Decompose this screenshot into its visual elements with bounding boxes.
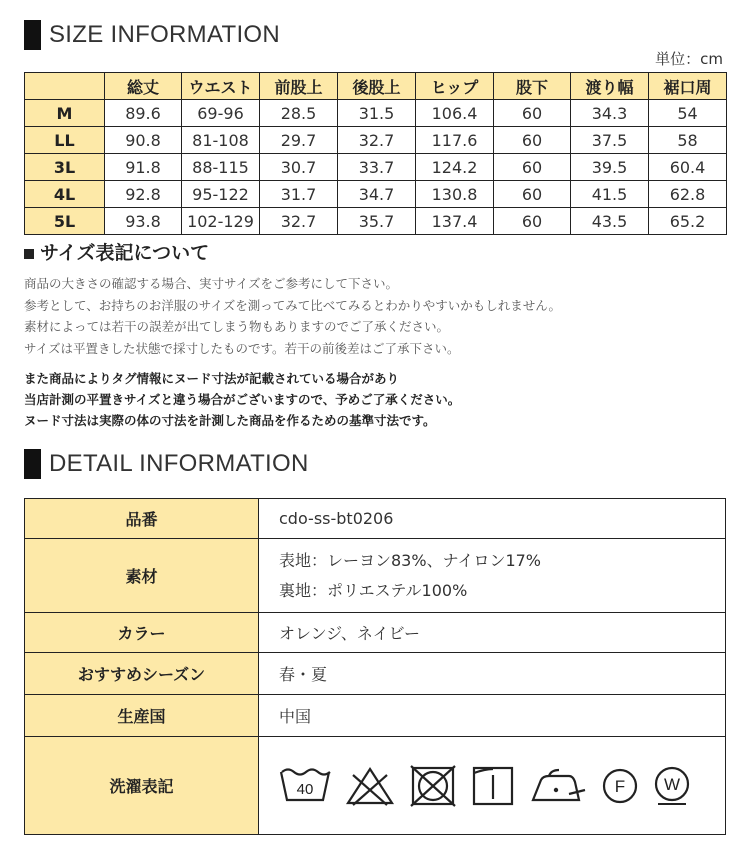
table-cell: 62.8 <box>649 181 727 208</box>
column-header: 総丈 <box>105 73 182 100</box>
detail-row-care <box>25 737 726 835</box>
dryclean-letter: F <box>614 776 626 796</box>
square-bullet-icon <box>24 249 34 259</box>
table-cell: 130.8 <box>416 181 494 208</box>
column-header: 渡り幅 <box>571 73 649 100</box>
table-cell: 106.4 <box>416 100 494 127</box>
table-cell: 92.8 <box>105 181 182 208</box>
nude-size-notes <box>24 368 460 431</box>
column-header: 前股上 <box>260 73 338 100</box>
detail-value: cdo-ss-bt0206 <box>259 499 726 539</box>
detail-value: オレンジ、ネイビー <box>259 613 726 653</box>
size-table <box>24 72 727 235</box>
table-cell: 33.7 <box>338 154 416 181</box>
table-cell: 89.6 <box>105 100 182 127</box>
wash-40-icon <box>279 766 331 806</box>
unit-label: 単位：cm <box>655 50 723 68</box>
table-cell: 88-115 <box>182 154 260 181</box>
dryclean-f-icon <box>601 767 639 805</box>
table-cell: 81-108 <box>182 127 260 154</box>
table-row <box>25 127 727 154</box>
table-cell: 60 <box>494 154 571 181</box>
bold-note-line: 当店計測の平置きサイズと違う場合がございますので、予めご了承ください。 <box>24 392 461 407</box>
note-line: サイズは平置きした状態で採寸したものです。若干の前後差はご了承下さい。 <box>24 340 460 356</box>
size-notes <box>24 273 561 359</box>
detail-row-color <box>25 613 726 653</box>
table-cell: 60 <box>494 181 571 208</box>
title-bar <box>24 449 41 479</box>
material-line: 裏地：ポリエステル100% <box>279 580 468 600</box>
note-line: 参考として、お持ちのお洋服のサイズを測ってみて比べてみるとわかりやすいかもしれません。 <box>24 297 562 313</box>
table-row <box>25 154 727 181</box>
table-cell: 31.7 <box>260 181 338 208</box>
size-notes-heading <box>24 238 209 265</box>
table-cell: 60 <box>494 100 571 127</box>
table-cell: 37.5 <box>571 127 649 154</box>
table-cell: 90.8 <box>105 127 182 154</box>
detail-row-material <box>25 539 726 613</box>
size-title-text: SIZE INFORMATION <box>49 21 281 48</box>
size-label: 4L <box>25 181 105 208</box>
detail-label: 素材 <box>25 539 259 613</box>
table-cell: 117.6 <box>416 127 494 154</box>
table-cell: 43.5 <box>571 208 649 235</box>
size-notes-heading-text: サイズ表記について <box>40 242 210 264</box>
table-cell: 32.7 <box>338 127 416 154</box>
detail-row-item-number <box>25 499 726 539</box>
table-cell: 102-129 <box>182 208 260 235</box>
table-cell: 95-122 <box>182 181 260 208</box>
line-dry-icon <box>471 765 515 807</box>
detail-label: 生産国 <box>25 695 259 737</box>
detail-label: 品番 <box>25 499 259 539</box>
table-cell: 93.8 <box>105 208 182 235</box>
table-row <box>25 208 727 235</box>
wetclean-letter: W <box>663 774 681 794</box>
table-cell: 29.7 <box>260 127 338 154</box>
detail-row-season <box>25 653 726 695</box>
table-row <box>25 100 727 127</box>
corner-cell <box>25 73 105 100</box>
detail-label: カラー <box>25 613 259 653</box>
column-header: 裾口周 <box>649 73 727 100</box>
wetclean-w-icon <box>653 765 691 807</box>
detail-value: 中国 <box>259 695 726 737</box>
material-line: 表地：レーヨン83%、ナイロン17% <box>279 550 542 570</box>
size-label: 5L <box>25 208 105 235</box>
table-cell: 58 <box>649 127 727 154</box>
table-cell: 137.4 <box>416 208 494 235</box>
column-header: 後股上 <box>338 73 416 100</box>
table-cell: 34.3 <box>571 100 649 127</box>
size-label: 3L <box>25 154 105 181</box>
size-table-header <box>25 73 727 100</box>
note-line: 商品の大きさの確認する場合、実寸サイズをご参考にして下さい。 <box>24 276 399 291</box>
detail-value <box>259 539 726 613</box>
column-header: ウエスト <box>182 73 260 100</box>
detail-label: おすすめシーズン <box>25 653 259 695</box>
table-row <box>25 181 727 208</box>
column-header: 股下 <box>494 73 571 100</box>
wash-temp-text: 40 <box>296 780 314 798</box>
title-bar <box>24 20 41 50</box>
table-cell: 32.7 <box>260 208 338 235</box>
detail-row-country <box>25 695 726 737</box>
table-cell: 60.4 <box>649 154 727 181</box>
table-cell: 34.7 <box>338 181 416 208</box>
size-label: LL <box>25 127 105 154</box>
table-cell: 39.5 <box>571 154 649 181</box>
detail-table <box>24 498 726 835</box>
table-cell: 65.2 <box>649 208 727 235</box>
size-section-title <box>24 20 280 50</box>
no-tumble-dry-icon <box>409 765 457 807</box>
table-cell: 60 <box>494 127 571 154</box>
care-symbols <box>259 737 726 835</box>
table-cell: 30.7 <box>260 154 338 181</box>
detail-value: 春・夏 <box>259 653 726 695</box>
bold-note-line: また商品によりタグ情報にヌード寸法が記載されている場合があり <box>24 371 400 386</box>
bold-note-line: ヌード寸法は実際の体の寸法を計測した商品を作るための基準寸法です。 <box>24 413 436 428</box>
note-line: 素材によっては若干の誤差が出てしまう物もありますのでご了承ください。 <box>24 319 450 334</box>
table-cell: 41.5 <box>571 181 649 208</box>
table-cell: 69-96 <box>182 100 260 127</box>
table-cell: 31.5 <box>338 100 416 127</box>
table-cell: 54 <box>649 100 727 127</box>
table-cell: 124.2 <box>416 154 494 181</box>
column-header: ヒップ <box>416 73 494 100</box>
no-bleach-icon <box>345 765 395 807</box>
table-cell: 60 <box>494 208 571 235</box>
detail-title-text: DETAIL INFORMATION <box>49 450 309 477</box>
detail-label: 洗濯表記 <box>25 737 259 835</box>
table-cell: 35.7 <box>338 208 416 235</box>
table-cell: 28.5 <box>260 100 338 127</box>
size-label: M <box>25 100 105 127</box>
iron-low-icon <box>529 766 587 806</box>
table-cell: 91.8 <box>105 154 182 181</box>
detail-section-title <box>24 449 309 479</box>
